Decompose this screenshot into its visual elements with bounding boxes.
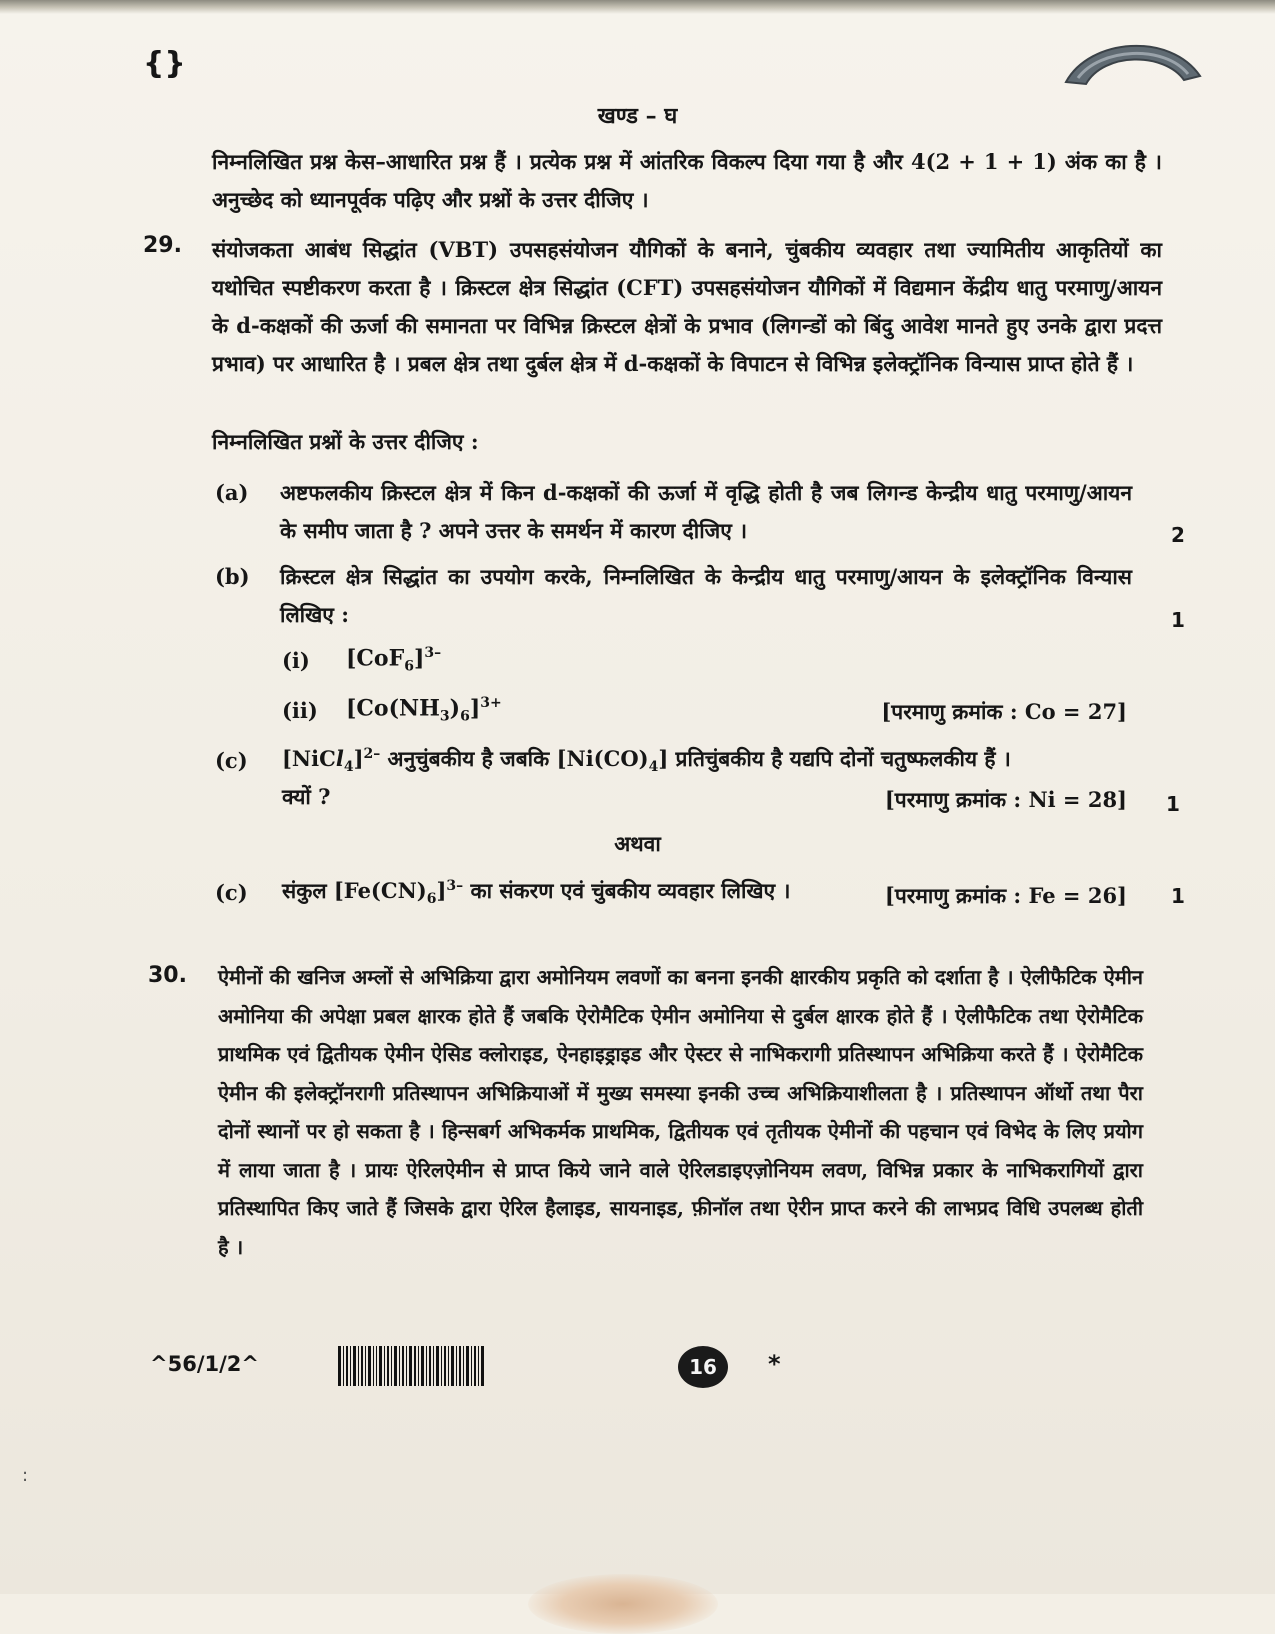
- part-b-ii-label: (ii): [282, 698, 318, 723]
- question-29-number: 29.: [143, 233, 182, 258]
- part-a-label: (a): [215, 480, 249, 505]
- page-number-badge: 16: [678, 1346, 728, 1388]
- part-c-text: [NiCl$_4$]$^{2-}$ अनुचुंबकीय है जबकि $[Ni(CO)_4]$ प्रतिचुंबकीय है यद्यपि दोनों चतुष्फलकीय हैं ।: [282, 746, 1011, 776]
- section-title: खण्ड – घ: [597, 103, 678, 129]
- part-b-label: (b): [215, 564, 250, 589]
- question-30-number: 30.: [148, 963, 187, 988]
- question-29-prompt: निम्नलिखित प्रश्नों के उत्तर दीजिए :: [212, 429, 479, 454]
- question-30-passage: ऐमीनों की खनिज अम्लों से अभिक्रिया द्वारा अमोनियम लवणों का बनना इनकी क्षारकीय प्रकृति को दर्शाता है । ऐलीफैटिक ऐमीन अमोनिया की अपेक्षा प्रबल क्षारक होते हैं जबकि ऐरोमैटिक ऐमीन अमोनिया से दुर्बल क्षारक होते हैं । ऐलीफैटिक तथा ऐरोमैटिक प्राथमिक एवं द्वितीयक ऐमीन ऐसिड क्लोराइड, ऐनहाइड्राइड और ऐस्टर से नाभिकरागी प्रतिस्थापन अभिक्रिया करते हैं । ऐरोमैटिक ऐमीन की इलेक्ट्रॉनरागी प्रतिस्थापन अभिक्रियाओं में मुख्य समस्या इनकी उच्च अभिक्रियाशीलता है । प्रतिस्थापन ऑर्थो तथा पैरा दोनों स्थानों पर हो सकता है । हिन्सबर्ग अभिकर्मक प्राथमिक, द्वितीयक एवं तृतीयक ऐमीनों की पहचान एवं विभेद के लिए प्रयोग में लाया जाता है । प्रायः ऐरिलऐमीन से प्राप्त किये जाने वाले ऐरिलडाइएज़ोनियम लवण, विभिन्न प्रकार के नाभिकरागियों द्वारा प्रतिस्थापित किए जाते हैं जिसके द्वारा ऐरिल हैलाइड, सायनाइड, फ़ीनॉल तथा ऐरीन प्राप्त करने की लाभप्रद विधि उपलब्ध होती है ।: [218, 965, 1143, 1259]
- part-a-text: अष्टफलकीय क्रिस्टल क्षेत्र में किन d-कक्षकों की ऊर्जा में वृद्धि होती है जब लिगन्ड केन्द्रीय धातु परमाणु/आयन के समीप जाता है ? अपने उत्तर के समर्थन में कारण दीजिए ।: [280, 480, 1132, 543]
- corner-arc-graphic: [1060, 34, 1210, 90]
- part-a-marks: 2: [1171, 523, 1185, 547]
- set-braces: {}: [143, 46, 186, 81]
- nickel-atomic-number-note: [परमाणु क्रमांक : Ni = 28]: [884, 787, 1127, 812]
- part-c-label: (c): [215, 748, 248, 773]
- cobalt-atomic-number-note: [परमाणु क्रमांक : Co = 27]: [881, 699, 1127, 724]
- part-c-alt-text: संकुल $[Fe(CN)_6]^{3-}$ का संकरण एवं चुंबकीय व्यवहार लिखिए ।: [282, 878, 791, 908]
- barcode: [338, 1346, 484, 1386]
- part-c-marks: 1: [1166, 792, 1180, 816]
- star-mark: *: [768, 1350, 781, 1378]
- part-c-text-why: क्यों ?: [282, 784, 331, 809]
- part-b-i-label: (i): [282, 648, 310, 673]
- iron-atomic-number-note: [परमाणु क्रमांक : Fe = 26]: [884, 883, 1127, 908]
- part-b-marks: 1: [1171, 608, 1185, 632]
- thumb-shadow: [528, 1574, 718, 1634]
- paper-code: ^56/1/2^: [150, 1352, 259, 1376]
- part-c-alt-label: (c): [215, 880, 248, 905]
- section-instructions: निम्नलिखित प्रश्न केस–आधारित प्रश्न हैं । प्रत्येक प्रश्न में आंतरिक विकल्प दिया गया है और 4(2 + 1 + 1) अंक का है । अनुच्छेद को ध्यानपूर्वक पढ़िए और प्रश्नों के उत्तर दीजिए ।: [212, 149, 1162, 212]
- formula-co-nh3-6: $[Co(NH_3)_6]^{3+}$: [346, 695, 502, 725]
- scan-edge-shadow: [0, 0, 1275, 14]
- or-separator: अथवा: [614, 831, 661, 856]
- scan-speck: :: [22, 1465, 29, 1486]
- formula-cof6: $[CoF_6]^{3-}$: [346, 645, 442, 675]
- question-29-passage: संयोजकता आबंध सिद्धांत (VBT) उपसहसंयोजन यौगिकों के बनाने, चुंबकीय व्यवहार तथा ज्यामितीय आकृतियों का यथोचित स्पष्टीकरण करता है । क्रिस्टल क्षेत्र सिद्धांत (CFT) उपसहसंयोजन यौगिकों में विद्यमान केंद्रीय धातु परमाणु/आयन के d-कक्षकों की ऊर्जा की समानता पर विभिन्न क्रिस्टल क्षेत्रों के प्रभाव (लिगन्डों को बिंदु आवेश मानते हुए उनके द्वारा प्रदत्त प्रभाव) पर आधारित है । प्रबल क्षेत्र तथा दुर्बल क्षेत्र में d-कक्षकों के विपाटन से विभिन्न इलेक्ट्रॉनिक विन्यास प्राप्त होते हैं ।: [212, 237, 1162, 376]
- part-b-text: क्रिस्टल क्षेत्र सिद्धांत का उपयोग करके, निम्नलिखित के केन्द्रीय धातु परमाणु/आयन के इलेक्ट्रॉनिक विन्यास लिखिए :: [280, 564, 1132, 627]
- part-c-alt-marks: 1: [1171, 884, 1185, 908]
